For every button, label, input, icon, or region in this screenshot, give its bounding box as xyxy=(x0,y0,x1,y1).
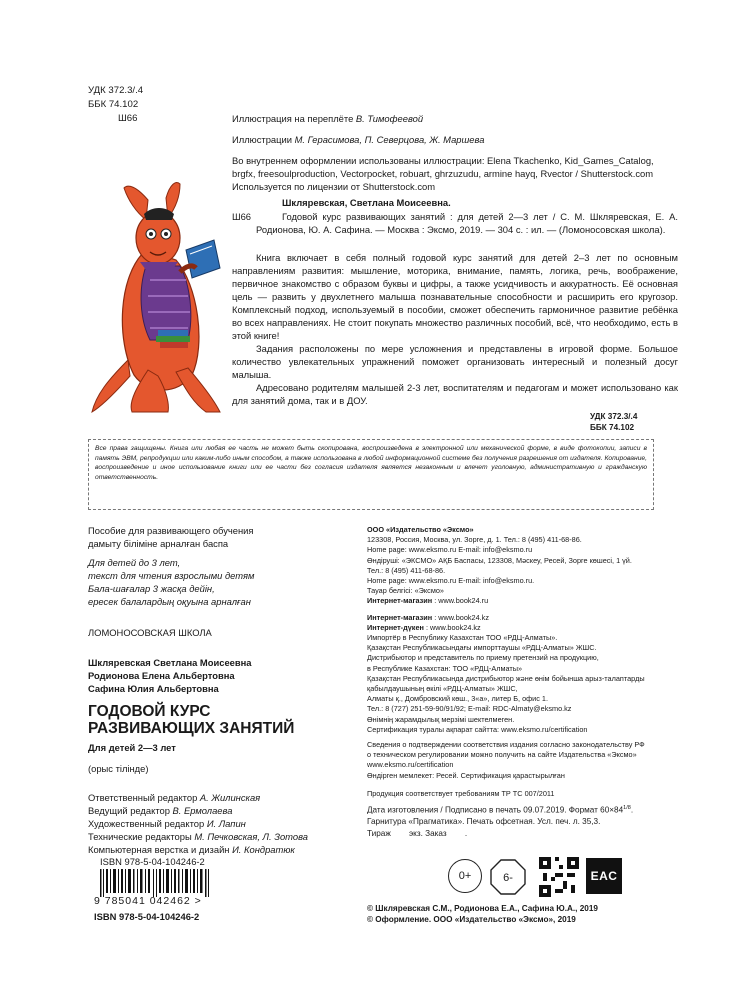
editor-5: Компьютерная верстка и дизайн И. Кондратюк xyxy=(88,844,295,855)
age-badge-octagon xyxy=(490,859,526,895)
author-code: Ш66 xyxy=(118,113,138,124)
print-info xyxy=(367,803,687,839)
stock-credit-2: brgfx, freesoulproduction, Vectorpocket, robuart, ghrzuzudu, armine hayq, Rvector / Shutterstock.com xyxy=(232,168,654,179)
cover-credit-name: В. Тимофеевой xyxy=(355,113,424,124)
kz-line-3: Дистрибьютор и представитель по приему претензий на продукцию, xyxy=(367,653,599,663)
shop-ru: Интернет-магазин : www.book24.ru xyxy=(367,596,489,606)
annotation-paragraph-1: Книга включает в себя полный годовой курс занятий для детей 2–3 лет по основным направлениям развития: мышление, моторика, внимание, память, логика, речь, воображение, первичное знакомство с образом буквы и цифры, а также усидчивость и аккуратность. Её основная цель — развить у двухлетнего малыша познавательные способности и расширить его кругозор. Комплексный подход, используемый в пособии, сможет обеспечить гармоничное развитие ребёнка во всех направлениях. Не стоит покупать множество различных пособий, всё, что необходимо, есть в этой книге! xyxy=(232,252,678,341)
book-subtitle: Для детей 2—3 лет xyxy=(88,742,176,753)
isbn-bottom: ISBN 978-5-04-104246-2 xyxy=(94,911,200,922)
editor-3: Художественный редактор И. Лапин xyxy=(88,818,246,829)
kz-line-10: Сертификация туралы ақпарат сайтта: www.eksmo.ru/certification xyxy=(367,724,588,734)
annotation-paragraph-2: Задания расположены по мере усложнения и представлены в игровой форме. Большое количество увлекательных упражнений поможет организовать интересный и полезный досуг малыша. xyxy=(232,343,678,380)
copyright-block xyxy=(367,903,598,926)
series-name: ЛОМОНОСОВСКАЯ ШКОЛА xyxy=(88,627,212,638)
cover-credit-prefix: Иллюстрация на переплёте xyxy=(232,113,356,124)
author-3: Сафина Юлия Альбертовна xyxy=(88,683,219,694)
udk-top-block xyxy=(88,84,143,126)
kz-line-6: қабылдаушының өкілі «РДЦ-Алматы» ЖШС, xyxy=(367,684,518,694)
catalog-udk: УДК 372.3/.4 xyxy=(590,412,638,421)
kz-line-9: Өнімнің жарамдылық мерзімі шектелмеген. xyxy=(367,714,515,724)
publisher-line-2: Home page: www.eksmo.ru E-mail: info@eksmo.ru xyxy=(367,545,533,555)
shop-kz: Интернет-магазин : www.book24.kz xyxy=(367,612,489,622)
barcode-digits: 9 785041 042462 > xyxy=(94,895,202,907)
rights-notice: Все права защищены. Книга или любая ее часть не может быть скопирована, воспроизведена в электронной или механической форме, в виде фотокопии, записи в память ЭВМ, репродукции или каким-либо иным способом, а также использована в любой информационной системе без получения разрешения от издателя. Копирование, воспроизведение и иное использование книги или ее части без согласия издателя является незаконным и влечет уголовную, административную и гражданскую ответственность. xyxy=(88,439,654,510)
kangaroo-tail xyxy=(92,360,130,412)
catalog-entry xyxy=(232,196,678,236)
kz-line-8: Тел.: 8 (727) 251-59-90/91/92; E-mail: RDC-Almaty@eksmo.kz xyxy=(367,704,572,714)
stock-credit-3: Используется по лицензии от Shutterstock.com xyxy=(232,181,436,192)
stock-credit-1: Во внутреннем оформлении использованы иллюстрации: Elena Tkachenko, Kid_Games_Catalog, xyxy=(232,155,654,166)
editor-2: Ведущий редактор В. Ермолаева xyxy=(88,805,233,816)
publisher-line-4: Тел.: 8 (495) 411-68-86. xyxy=(367,565,446,575)
kangaroo-book xyxy=(180,240,220,278)
cert-line-3: www.eksmo.ru/certification xyxy=(367,760,454,770)
book-title-1: ГОДОВОЙ КУРС xyxy=(88,703,211,720)
author-1: Шкляревская Светлана Моисеевна xyxy=(88,657,252,668)
udk-code: УДК 372.3/.4 xyxy=(88,85,144,96)
illustration-credits xyxy=(232,112,692,193)
print-line-1: Дата изготовления / Подписано в печать 09.07.2019. Формат $60\times 84^{1/8}$. xyxy=(367,805,634,815)
kz-line-1: Импортёр в Республику Казахстан ТОО «РДЦ-Алматы». xyxy=(367,633,558,643)
print-line-3: Тираж экз. Заказ . xyxy=(367,828,468,838)
qr-code-icon xyxy=(539,857,579,897)
author-2: Родионова Елена Альбертовна xyxy=(88,670,235,681)
publisher-name: ООО «Издательство «Эксмо» xyxy=(367,525,474,534)
publisher-line-6: Тауар белгісі: «Эксмо» xyxy=(367,586,444,596)
copyright-design: © Оформление. ООО «Издательство «Эксмо», 2019 xyxy=(367,915,576,925)
catalog-description: Годовой курс развивающих занятий : для детей 2—3 лет / С. М. Шкляревская, Е. А. Родионова, Ю. А. Сафина. — Москва : Эксмо, 2019. — 304 с. : ил. — (Ломоносовская школа). xyxy=(256,211,678,235)
kz-line-4: в Республике Казахстан: ТОО «РДЦ-Алматы» xyxy=(367,663,523,673)
kangaroo-vest xyxy=(141,266,191,340)
bbk-code: ББК 74.102 xyxy=(88,99,139,110)
book-title xyxy=(88,703,358,737)
trts-note: Продукция соответствует требованиям ТР ТС 007/2011 xyxy=(367,788,555,798)
catalog-bbk: ББК 74.102 xyxy=(590,423,635,433)
eac-mark xyxy=(586,858,622,894)
inner-credit-names: М. Герасимова, П. Северцова, Ж. Маршева xyxy=(294,134,485,145)
age-kz-2: ересек балалардың оқуына арналған xyxy=(88,596,251,607)
language-note: (орыс тілінде) xyxy=(88,763,149,774)
kangaroo-illustration xyxy=(88,180,228,420)
cert-line-1: Сведения о подтверждении соответствия издания согласно законодательству РФ xyxy=(367,740,645,750)
isbn-top: ISBN 978-5-04-104246-2 xyxy=(100,856,205,867)
kangaroo-pouch-books xyxy=(156,330,190,348)
catalog-udk-bottom xyxy=(590,411,678,434)
print-line-2: Гарнитура «Прагматика». Печать офсетная. Усл. печ. л. 35,3. xyxy=(367,817,601,827)
age-badge: 0+ xyxy=(448,859,482,893)
publisher-line-1: 123308, Россия, Москва, ул. Зорге, д. 1. Тел.: 8 (495) 411-68-86. xyxy=(367,535,582,545)
copyright-authors: © Шкляревская С.М., Родионова Е.А., Сафина Ю.А., 2019 xyxy=(367,904,598,913)
editors-list xyxy=(88,791,358,856)
kangaroo-head xyxy=(124,183,180,270)
shop-kz-2: Интернет-дүкен : www.book24.kz xyxy=(367,622,481,632)
catalog-author: Шкляревская, Светлана Моисеевна. xyxy=(282,197,451,208)
age-kz-1: Бала-шағалар 3 жасқа дейін, xyxy=(88,583,215,594)
publisher-line-3: Өндіруші: «ЭКСМО» АҚБ Баспасы, 123308, Мәскеу, Ресей, Зорге көшесі, 1 үй. xyxy=(367,555,632,565)
kz-line-2: Қазақстан Республикасындағы импорттаушы «РДЦ-Алматы» ЖШС. xyxy=(367,643,597,653)
age-ru-2: текст для чтения взрослыми детям xyxy=(88,570,255,581)
age-ru-1: Для детей до 3 лет, xyxy=(88,557,181,568)
cert-line-4: Өндірген мемлекет: Ресей. Сертификация қарастырылған xyxy=(367,770,565,780)
kz-line-5: Қазақстан Республикасында дистрибьютор және өнім бойынша арыз-талаптарды xyxy=(367,673,645,683)
publisher-info xyxy=(367,525,667,799)
purpose-ru: Пособие для развивающего обучения xyxy=(88,525,254,536)
annotation-paragraph-3: Адресовано родителям малышей 2-3 лет, воспитателям и педагогам и может использовано как для занятий дома, так и в ДОУ. xyxy=(232,382,678,406)
authors xyxy=(88,656,358,695)
editor-4: Технические редакторы М. Печковская, Л. Зотова xyxy=(88,831,308,842)
left-column xyxy=(88,524,358,856)
publisher-line-5: Home page: www.eksmo.ru E-mail: info@eksmo.ru. xyxy=(367,576,535,586)
book-title-2: РАЗВИВАЮЩИХ ЗАНЯТИЙ xyxy=(88,720,295,737)
barcode xyxy=(100,869,220,897)
purpose-kz: дамыту біліміне арналған баспа xyxy=(88,538,229,549)
kz-line-7: Алматы қ., Домбровский көш., 3«а», литер Б, офис 1. xyxy=(367,694,549,704)
cert-line-2: о техническом регулировании можно получить на сайте Издательства «Эксмо» xyxy=(367,750,637,760)
catalog-code: Ш66 xyxy=(232,211,252,222)
eac-label: EAC xyxy=(590,869,618,883)
editor-1: Ответственный редактор А. Жилинская xyxy=(88,792,261,803)
inner-credit-prefix: Иллюстрации xyxy=(232,134,295,145)
annotation xyxy=(232,251,678,407)
age-badge-octagon-label: 6- xyxy=(503,872,513,884)
age-info xyxy=(88,556,358,608)
